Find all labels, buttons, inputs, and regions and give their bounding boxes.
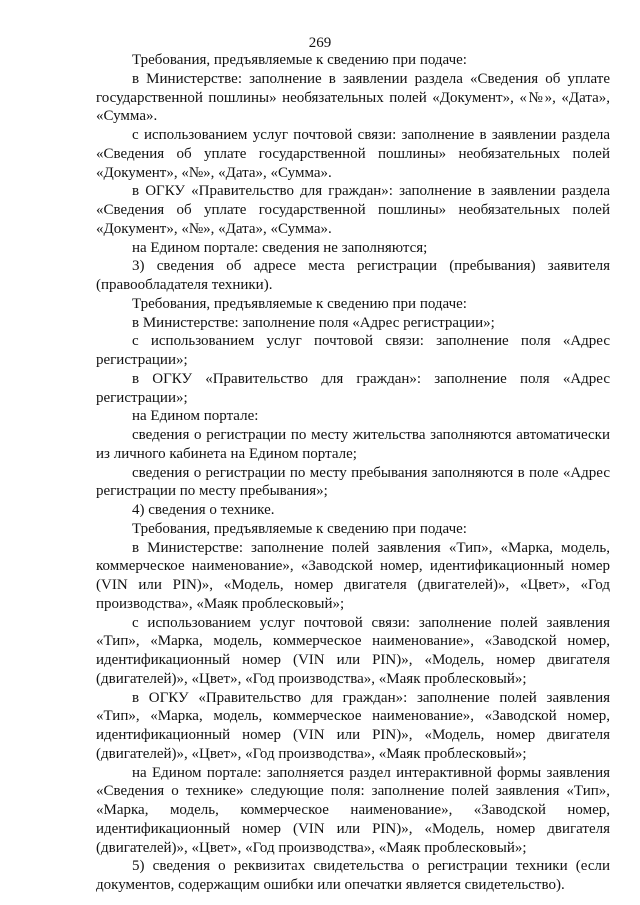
paragraph: 4) сведения о технике. <box>132 502 275 518</box>
document-body <box>96 51 610 895</box>
paragraph: в ОГКУ «Правительство для граждан»: заполнение в заявлении раздела «Сведения об уплате государственной пошлины» необязательных полей «Документ», «№», «Дата», «Сумма». <box>96 183 610 237</box>
page-number: 269 <box>308 35 332 51</box>
paragraph: Требования, предъявляемые к сведению при подаче: <box>132 295 467 312</box>
paragraph: на Едином портале: сведения не заполняются; <box>132 239 428 256</box>
paragraph: с использованием услуг почтовой связи: заполнение поля «Адрес регистрации»; <box>96 333 610 368</box>
paragraph: на Едином портале: <box>132 408 259 425</box>
paragraph: в Министерстве: заполнение полей заявления «Тип», «Марка, модель, коммерческое наименование», «Заводской номер, идентификационный номер (VIN или PIN)», «Модель, номер двигателя (двигателей)», «Цвет», «Год производства», «Маяк проблесковый»; <box>96 539 610 612</box>
paragraph: 3) сведения об адресе места регистрации (пребывания) заявителя (правообладателя техники). <box>96 258 610 293</box>
paragraph: с использованием услуг почтовой связи: заполнение полей заявления «Тип», «Марка, модель, коммерческое наименование», «Заводской номер, идентификационный номер (VIN или PIN)», «Модель, номер двигателя (двигателей)», «Цвет», «Год производства», «Маяк проблесковый»; <box>96 614 610 687</box>
paragraph: на Едином портале: заполняется раздел интерактивной формы заявления «Сведения о технике» следующие поля: заполнение полей заявления «Тип», «Марка, модель, коммерческое наименование», «Заводской номер, идентификационный номер (VIN или PIN)», «Модель, номер двигателя (двигателей)», «Цвет», «Год производства», «Маяк проблесковый»; <box>96 764 610 856</box>
paragraph: сведения о регистрации по месту жительства заполняются автоматически из личного кабинета на Едином портале; <box>96 427 610 462</box>
paragraph: Требования, предъявляемые к сведению при подаче: <box>132 52 467 68</box>
paragraph: в ОГКУ «Правительство для граждан»: заполнение полей заявления «Тип», «Марка, модель, коммерческое наименование», «Заводской номер, идентификационный номер (VIN или PIN)», «Модель, номер двигателя (двигателей)», «Цвет», «Год производства», «Маяк проблесковый»; <box>96 689 610 762</box>
paragraph: Требования, предъявляемые к сведению при подаче: <box>132 520 467 537</box>
paragraph: в Министерстве: заполнение поля «Адрес регистрации»; <box>132 314 495 331</box>
paragraph: в ОГКУ «Правительство для граждан»: заполнение поля «Адрес регистрации»; <box>96 370 610 406</box>
paragraph: сведения о регистрации по месту пребывания заполняются в поле «Адрес регистрации по месту пребывания»; <box>96 464 610 500</box>
paragraph: в Министерстве: заполнение в заявлении раздела «Сведения об уплате государственной пошлины» необязательных полей «Документ», «№», «Дата», «Сумма». <box>96 70 610 125</box>
paragraph: с использованием услуг почтовой связи: заполнение в заявлении раздела «Сведения об уплате государственной пошлины» необязательных полей «Документ», «№», «Дата», «Сумма». <box>96 127 610 181</box>
paragraph: 5) сведения о реквизитах свидетельства о регистрации техники (если документов, содержащим ошибки или опечатки является свидетельство). <box>96 858 610 893</box>
